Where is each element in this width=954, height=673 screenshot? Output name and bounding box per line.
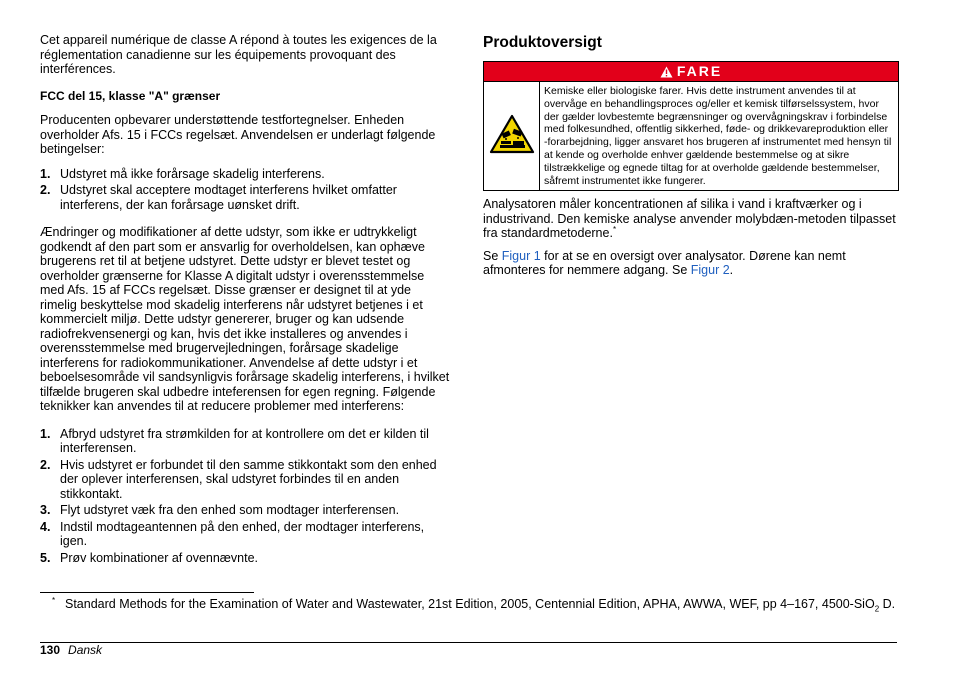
warning-triangle-icon	[660, 64, 673, 83]
left-column	[40, 33, 450, 565]
danger-box	[483, 61, 899, 191]
fcc-heading: FCC del 15, klasse "A" grænser	[40, 88, 221, 103]
footnote-mark: *	[52, 596, 56, 605]
footnote-ref: *	[612, 225, 617, 235]
danger-label: FARE	[676, 63, 723, 79]
techniques-list	[40, 427, 450, 566]
footnote: * Standard Methods for the Examination of Water and Wastewater, 21st Edition, 2005, Centennial Edition, APHA, AWWA, WEF, pp 4–167, 4500-SiO$_2$ D.	[52, 596, 896, 614]
figure-paragraph: Se Figur 1 for at se en oversigt over analysator. Dørene kan nemt afmonteres for nemmere adgang. Se Figur 2.	[483, 248, 846, 278]
fcc-paragraph: Producenten opbevarer understøttende testfortegnelser. Enheden overholder Afs. 15 i FCCs regelsæt. Anvendelsen er underlagt følgende betingelser:	[40, 113, 436, 156]
intro-paragraph: Cet appareil numérique de classe A répond à toutes les exigences de la réglementation canadienne sur les équipements provoquant des interférences.	[40, 33, 437, 76]
changes-paragraph: Ændringer og modifikationer af dette udstyr, som ikke er udtrykkeligt godkendt af den part som er ansvarlig for overholdelsen, kan ophæve brugerens ret til at betjene udstyret. Dette udstyr er blevet testet og overholder grænserne for Klasse A digitalt udstyr i overensstemmelse med Afs. 15 af FCCs regelsæt. Disse grænser er designet til at yde rimelig beskyttelse mod skadelig interferens når udstyret betjenes i et kommercielt miljø. Dette udstyr genererer, bruger og kan udsende radiofrekvensenergi og kan, hvis det ikke installeres og anvendes i overensstemmelse med brugervejledningen, forårsage skadelige interferens for radiokommunikationer. Anvendelse af dette udstyr i et beboelsesområde vil sandsynligvis forårsage skadelig interferens, i hvilket tilfælde brugeren skal udbedre inteferensen for egen regning. Følgende teknikker kan anvendes til at reducere problemer med interferens:	[40, 225, 450, 413]
list-item: 2. Hvis udstyret er forbundet til den samme stikkontakt som den enhed der oplever interferensen, skal udstyret forbindes til en anden stikkontakt.	[40, 457, 437, 501]
page-footer-divider	[40, 642, 897, 643]
list-item: 5. Prøv kombinationer af ovennævnte.	[40, 550, 259, 565]
footnote-text: Standard Methods for the Examination of Water and Wastewater, 21st Edition, 2005, Centennial Edition, APHA, AWWA, WEF, pp 4–167, 4500-SiO	[65, 597, 875, 611]
page-footer	[40, 643, 102, 657]
footnote-divider	[40, 592, 254, 593]
section-heading: Produktoversigt	[483, 34, 602, 51]
overview-paragraph: Analysatoren måler koncentrationen af silika i vand i kraftværker og i industrivand. Den kemiske analyse anvender molybdæn-metoden tilpasset fra standardmetoderne.*	[483, 197, 896, 241]
list-item: 1. Udstyret må ikke forårsage skadelig interferens.	[40, 166, 325, 181]
figure-2-link[interactable]: Figur 2	[690, 263, 730, 278]
conditions-list	[40, 167, 450, 213]
page-number: 130	[40, 643, 61, 657]
figure-1-link[interactable]: Figur 1	[501, 248, 541, 263]
footer-language: Dansk	[68, 643, 103, 657]
list-item: 3. Flyt udstyret væk fra den enhed som modtager interferensen.	[40, 503, 400, 517]
list-item: 4. Indstil modtageantennen på den enhed, der modtager interferens, igen.	[40, 519, 425, 548]
list-item: 2. Udstyret skal acceptere modtaget interferens hvilket omfatter interferens, der kan forårsage uønsket drift.	[40, 183, 397, 212]
corrosive-hazard-icon	[489, 114, 535, 158]
danger-text: Kemiske eller biologiske farer. Hvis dette instrument anvendes til at overvåge en behandlingsproces og/eller et kemisk tilførselssystem, hvor der gælder lovbestemte begrænsninger og overvågningskrav i forbindelse med folkesundhed, offentlig sikkerhed, føde- og drikkevareproduktion eller -forarbejdning, ligger ansvaret hos brugeren af instrumentet med hensyn til at kende og overholde enhver gældende bestemmelse og at sikre tilstrækkelige og egnede tiltag for at overholde gældende bestemmelser, såfremt instrumentet ikke fungerer.	[544, 85, 892, 187]
list-item: 1. Afbryd udstyret fra strømkilden for at kontrollere om det er kilden til interferensen.	[40, 426, 429, 455]
right-column	[483, 33, 897, 278]
warning-icon-cell	[484, 82, 540, 190]
danger-header	[484, 62, 898, 82]
